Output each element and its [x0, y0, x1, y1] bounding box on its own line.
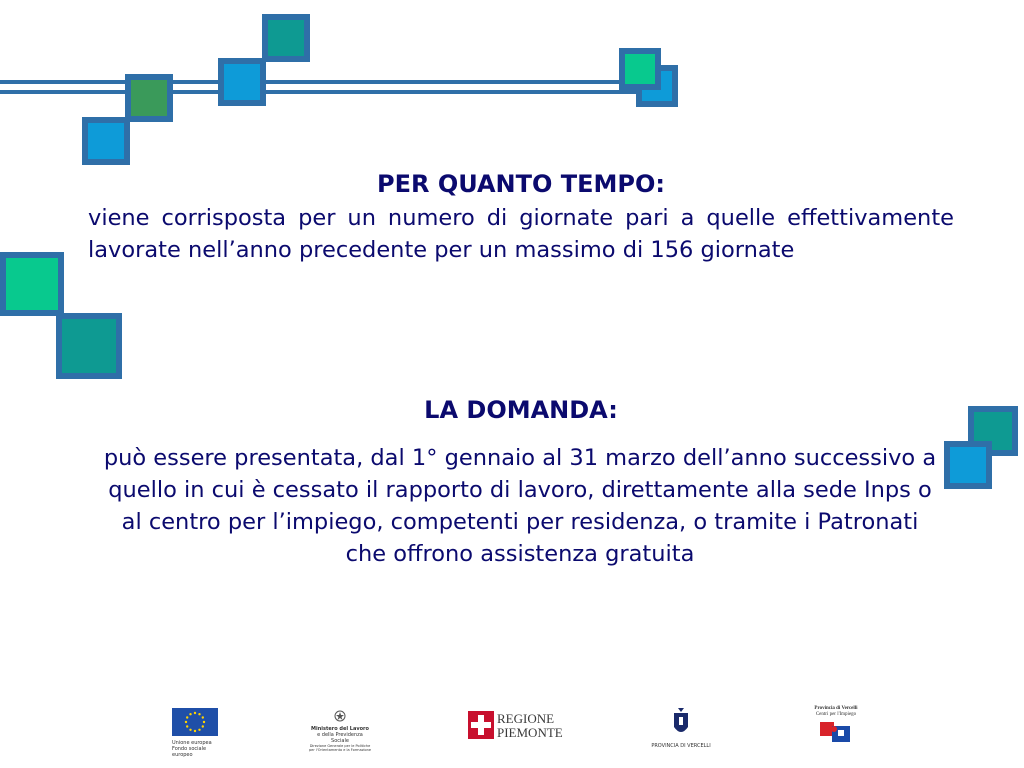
eu-flag-icon [172, 708, 218, 736]
decor-square [218, 58, 266, 106]
regione-line1: REGIONE [497, 711, 555, 726]
ministry-line3: Direzione Generale per le Politiche per l'Orientamento e la Formazione [308, 744, 372, 752]
provincia-vercelli-logo [648, 707, 714, 749]
section-heading-duration: PER QUANTO TEMPO: [377, 170, 665, 198]
ministry-line2: e della Previdenza Sociale [317, 732, 363, 744]
regione-line2: PIEMONTE [497, 725, 563, 740]
centri-line2: Centri per l'Impiego [815, 712, 857, 717]
decor-square [82, 117, 130, 165]
eu-logo-caption: Unione europea Fondo sociale europeo [172, 740, 212, 758]
section-text-duration: viene corrisposta per un numero di giornate pari a quelle effettivamente lavorate nell’anno precedente per un massimo di 156 giornate [88, 205, 954, 263]
provincia-crest-icon [670, 707, 692, 739]
decor-square [125, 74, 173, 122]
decor-line-bottom [0, 90, 650, 94]
decor-square [262, 14, 310, 62]
decor-square [944, 441, 992, 489]
centri-impiego-logo [808, 706, 864, 748]
section-heading-application: LA DOMANDA: [424, 396, 618, 424]
provincia-caption: PROVINCIA DI VERCELLI [651, 743, 711, 749]
decor-square [0, 252, 64, 316]
decor-line-top [0, 80, 650, 84]
decor-square [619, 48, 661, 90]
eu-logo [172, 708, 224, 758]
piemonte-shield-icon [468, 711, 494, 739]
ministry-line1: Ministero del Lavoro [311, 726, 369, 732]
italian-emblem-icon [334, 710, 346, 722]
puzzle-icon [818, 718, 854, 744]
ministry-logo [308, 707, 372, 752]
centri-line1: Provincia di Vercelli [814, 706, 858, 711]
regione-piemonte-logo [468, 711, 563, 741]
decor-square [56, 313, 122, 379]
section-text-application: può essere presentata, dal 1° gennaio al 31 marzo dell’anno successivo a quello in cui è cessato il rapporto di lavoro, direttamente alla sede Inps o al centro per l’impiego, competenti per residenza, o tramite i Patronati che offrono assistenza gratuita [103, 445, 937, 567]
